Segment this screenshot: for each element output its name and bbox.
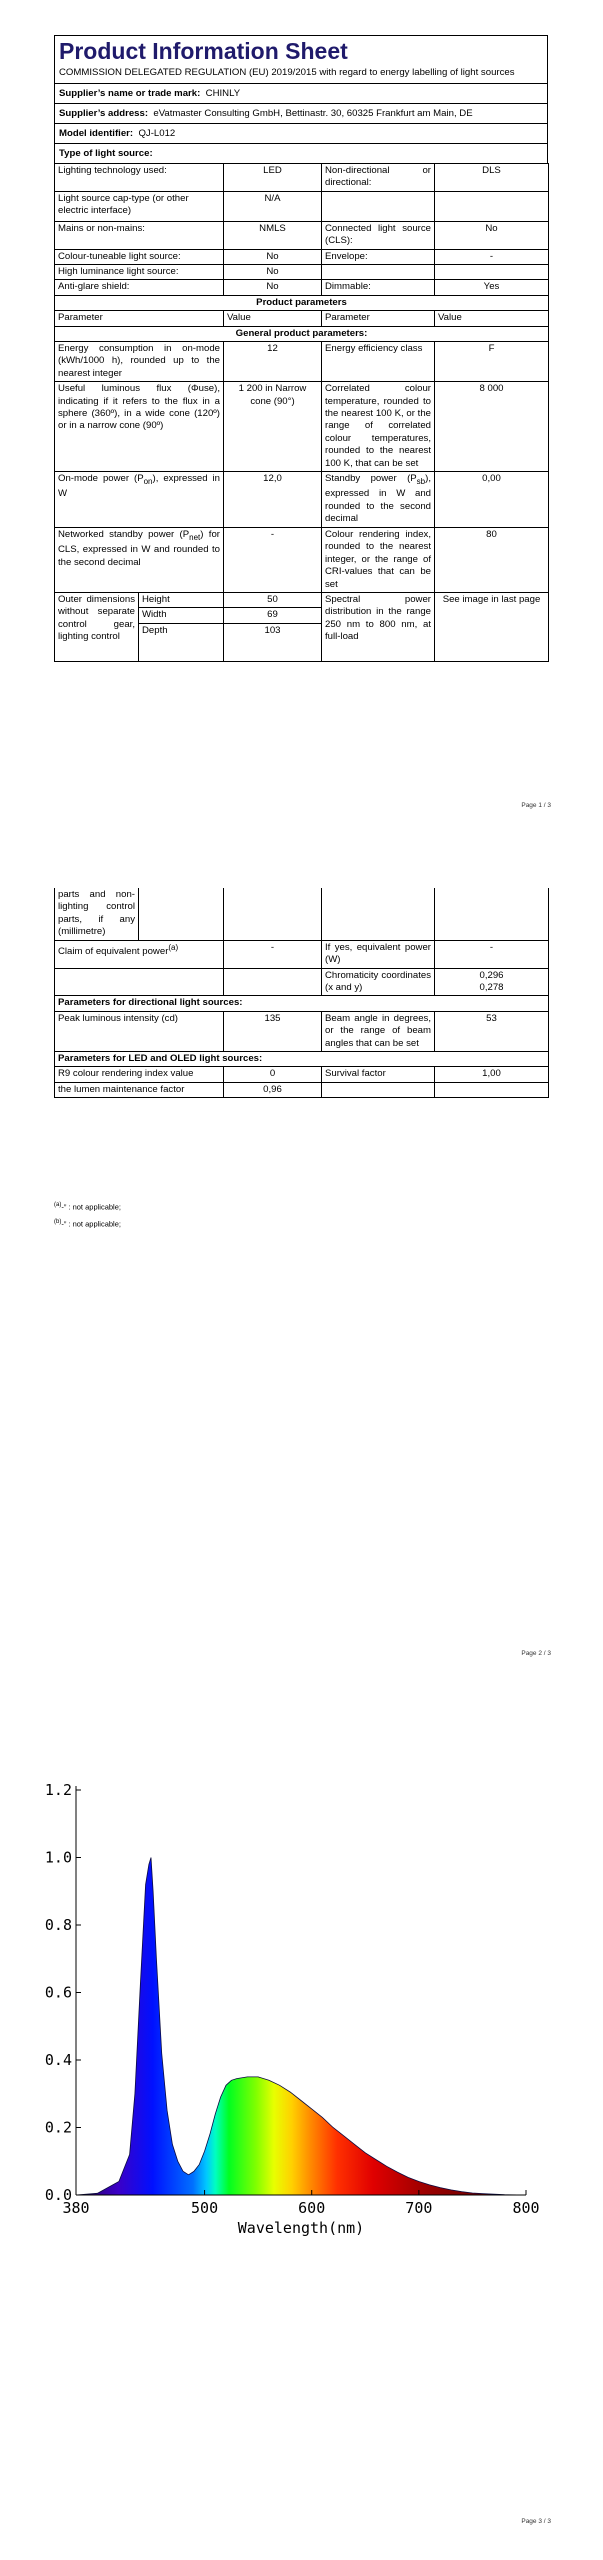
param-label [55, 528, 224, 593]
table-row [55, 1067, 549, 1082]
param-value: 135 [224, 1011, 322, 1051]
param-value: - [224, 940, 322, 968]
param-label [322, 472, 435, 528]
table-row [55, 191, 549, 221]
footnote-b [54, 1215, 121, 1232]
table-row [55, 280, 549, 295]
dim-label: Height [139, 593, 224, 608]
param-value: 12,0 [224, 472, 322, 528]
product-info-sheet [54, 35, 548, 662]
table-row [55, 888, 549, 940]
parameters-table [54, 163, 549, 662]
param-label [322, 191, 435, 221]
table-row [55, 326, 549, 341]
y-tick-label: 0.8 [44, 1916, 72, 1934]
empty-cell [139, 888, 224, 940]
param-value: 8 000 [435, 382, 549, 472]
x-tick-label: 600 [298, 2199, 326, 2217]
param-value: 103 [224, 623, 322, 661]
param-value: LED [224, 163, 322, 191]
model-row [54, 123, 548, 143]
address-row [54, 103, 548, 123]
y-tick-label: 0.2 [44, 2118, 72, 2137]
param-value: 0,00 [435, 472, 549, 528]
table-row [55, 940, 549, 968]
param-label: Outer dimensions without separate control gear, lighting control [55, 593, 139, 662]
x-tick-label: 800 [512, 2199, 540, 2217]
param-label: Non-directional or directional: [322, 163, 435, 191]
param-label: Chromaticity coordinates (x and y) [322, 968, 435, 996]
table-row [55, 163, 549, 191]
footnotes [54, 1198, 121, 1231]
table-row [55, 249, 549, 264]
chroma-y: 0,278 [479, 982, 504, 994]
param-value: DLS [435, 163, 549, 191]
param-label: Mains or non-mains: [55, 221, 224, 249]
param-value: - [224, 528, 322, 593]
model-label: Model identifier: [59, 127, 134, 139]
supplier-row [54, 83, 548, 103]
footnote-marker: (b) [54, 1218, 62, 1225]
param-label: Beam angle in degrees, or the range of beam angles that can be set [322, 1011, 435, 1051]
table-row [55, 382, 549, 472]
y-tick-label: 0.4 [44, 2051, 72, 2069]
y-tick-label: 0.0 [44, 2186, 72, 2204]
empty-cell [55, 968, 224, 996]
param-label: the lumen maintenance factor [55, 1082, 224, 1097]
y-tick-label: 1.0 [44, 1848, 72, 1867]
parameters-table-continued [54, 888, 549, 1098]
param-value: - [435, 249, 549, 264]
footnote-text: -” : not applicable; [61, 1202, 121, 1212]
param-value: See image in last page [435, 593, 549, 662]
table-row [55, 221, 549, 249]
param-value: F [435, 341, 549, 381]
param-label: Energy efficiency class [322, 341, 435, 381]
empty-cell [435, 888, 549, 940]
table-row [55, 1082, 549, 1097]
param-value: No [224, 280, 322, 295]
x-axis-label: Wavelength(nm) [237, 2219, 365, 2237]
table-row [55, 528, 549, 593]
page-number: Page 1 / 3 [521, 802, 551, 809]
param-value [435, 968, 549, 996]
section-heading: Parameters for LED and OLED light sources: [55, 1052, 549, 1067]
document-title: Product Information Sheet [59, 38, 348, 64]
param-label: Colour-tuneable light source: [55, 249, 224, 264]
footnote-text: -” : not applicable; [61, 1219, 121, 1228]
page-number: Page 2 / 3 [521, 1650, 551, 1657]
dim-label: Depth [139, 623, 224, 661]
address-value: eVatmaster Consulting GmbH, Bettinastr. 30, 60325 Frankfurt am Main, DE [153, 107, 473, 119]
param-value: 50 [224, 593, 322, 608]
table-row [55, 1011, 549, 1051]
table-row [55, 1052, 549, 1067]
spectral-power-distribution-chart [44, 1760, 550, 2250]
param-label: Light source cap-type (or other electric interface) [55, 191, 224, 221]
param-value: Yes [435, 280, 549, 295]
product-info-sheet-continued [54, 888, 548, 1098]
subscript: on [143, 476, 153, 486]
empty-cell [224, 968, 322, 996]
section-heading: General product parameters: [55, 326, 549, 341]
param-value: 80 [435, 528, 549, 593]
param-label: Dimmable: [322, 280, 435, 295]
label-text: ), expressed in W and rounded to the second decimal [325, 473, 431, 525]
param-label: Connected light source (CLS): [322, 221, 435, 249]
param-label [55, 472, 224, 528]
footnote-ref: (a) [168, 942, 179, 952]
title-box [54, 35, 548, 83]
label-text: On-mode power (P [58, 473, 144, 484]
x-tick-label: 500 [191, 2199, 219, 2217]
label-text: Standby power (P [325, 473, 417, 484]
table-row [55, 968, 549, 996]
empty-cell [322, 1082, 435, 1097]
table-row [55, 472, 549, 528]
footnote-marker: (a) [54, 1202, 62, 1208]
param-label: Peak luminous intensity (cd) [55, 1011, 224, 1051]
type-label: Type of light source: [59, 147, 153, 159]
param-label: If yes, equivalent power (W) [322, 940, 435, 968]
empty-cell [224, 888, 322, 940]
param-value: 69 [224, 608, 322, 623]
empty-cell [435, 1082, 549, 1097]
table-row [55, 311, 549, 326]
address-label: Supplier’s address: [59, 107, 149, 119]
footnote-a [54, 1198, 121, 1215]
page-number: Page 3 / 3 [521, 2518, 551, 2525]
param-value [435, 191, 549, 221]
column-header: Value [224, 311, 322, 326]
param-value: 1,00 [435, 1067, 549, 1082]
param-value: N/A [224, 191, 322, 221]
param-value: NMLS [224, 221, 322, 249]
param-label: Envelope: [322, 249, 435, 264]
chart-svg [44, 1760, 550, 2250]
y-tick-label: 0.6 [44, 1983, 72, 2002]
type-row [54, 143, 548, 163]
subscript: sb [416, 476, 426, 486]
y-tick-label: 1.2 [44, 1781, 72, 1799]
param-value: 1 200 in Narrow cone (90°) [224, 382, 322, 472]
x-tick-label: 700 [405, 2199, 433, 2217]
param-value: 53 [435, 1011, 549, 1051]
table-row [55, 341, 549, 381]
x-tick-label: 380 [62, 2199, 90, 2217]
param-label: Energy consumption in on-mode (kWh/1000 h), rounded up to the nearest integer [55, 341, 224, 381]
param-value: No [435, 221, 549, 249]
param-label: parts and non-lighting control parts, if any (millimetre) [55, 888, 139, 940]
section-heading: Parameters for directional light sources: [55, 996, 549, 1011]
column-header: Parameter [322, 311, 435, 326]
section-heading: Product parameters [55, 295, 549, 310]
param-label: Spectral power distribution in the range 250 nm to 800 nm, at full-load [322, 593, 435, 662]
table-row [55, 996, 549, 1011]
chroma-x: 0,296 [479, 969, 504, 981]
param-value: 0 [224, 1067, 322, 1082]
param-label: Colour rendering index, rounded to the nearest integer, or the range of CRI-values that can be set [322, 528, 435, 593]
table-row [55, 295, 549, 310]
regulation-subtitle: COMMISSION DELEGATED REGULATION (EU) 2019/2015 with regard to energy labelling of light sources [59, 67, 515, 78]
column-header: Value [435, 311, 549, 326]
param-label: Lighting technology used: [55, 163, 224, 191]
column-header: Parameter [55, 311, 224, 326]
subscript: net [189, 532, 201, 542]
label-text: Claim of equivalent power [58, 945, 169, 957]
param-value: - [435, 940, 549, 968]
param-label [55, 940, 224, 968]
param-value: No [224, 264, 322, 279]
label-text: ) for CLS, expressed in W and rounded to the second decimal [58, 529, 220, 568]
table-row [55, 264, 549, 279]
param-label: Correlated colour temperature, rounded to the nearest 100 K, or the range of correlated colour temperatures, rounded to the nearest 100 K, that can be set [322, 382, 435, 472]
param-value: No [224, 249, 322, 264]
param-label [322, 264, 435, 279]
param-value: 0,96 [224, 1082, 322, 1097]
supplier-label: Supplier’s name or trade mark: [59, 87, 201, 99]
param-value [435, 264, 549, 279]
param-label: R9 colour rendering index value [55, 1067, 224, 1082]
label-text: ), expressed in W [58, 473, 220, 500]
model-value: QJ-L012 [138, 127, 176, 139]
param-label: High luminance light source: [55, 264, 224, 279]
table-row [55, 593, 549, 608]
label-text: Networked standby power (P [58, 529, 190, 540]
empty-cell [322, 888, 435, 940]
param-label: Useful luminous flux (Φuse), indicating if it refers to the flux in a sphere (360º), in a wide cone (120º) or in a narrow cone (90º) [55, 382, 224, 472]
param-label: Survival factor [322, 1067, 435, 1082]
dim-label: Width [139, 608, 224, 623]
param-value: 12 [224, 341, 322, 381]
supplier-value: CHINLY [205, 87, 241, 99]
param-label: Anti-glare shield: [55, 280, 224, 295]
